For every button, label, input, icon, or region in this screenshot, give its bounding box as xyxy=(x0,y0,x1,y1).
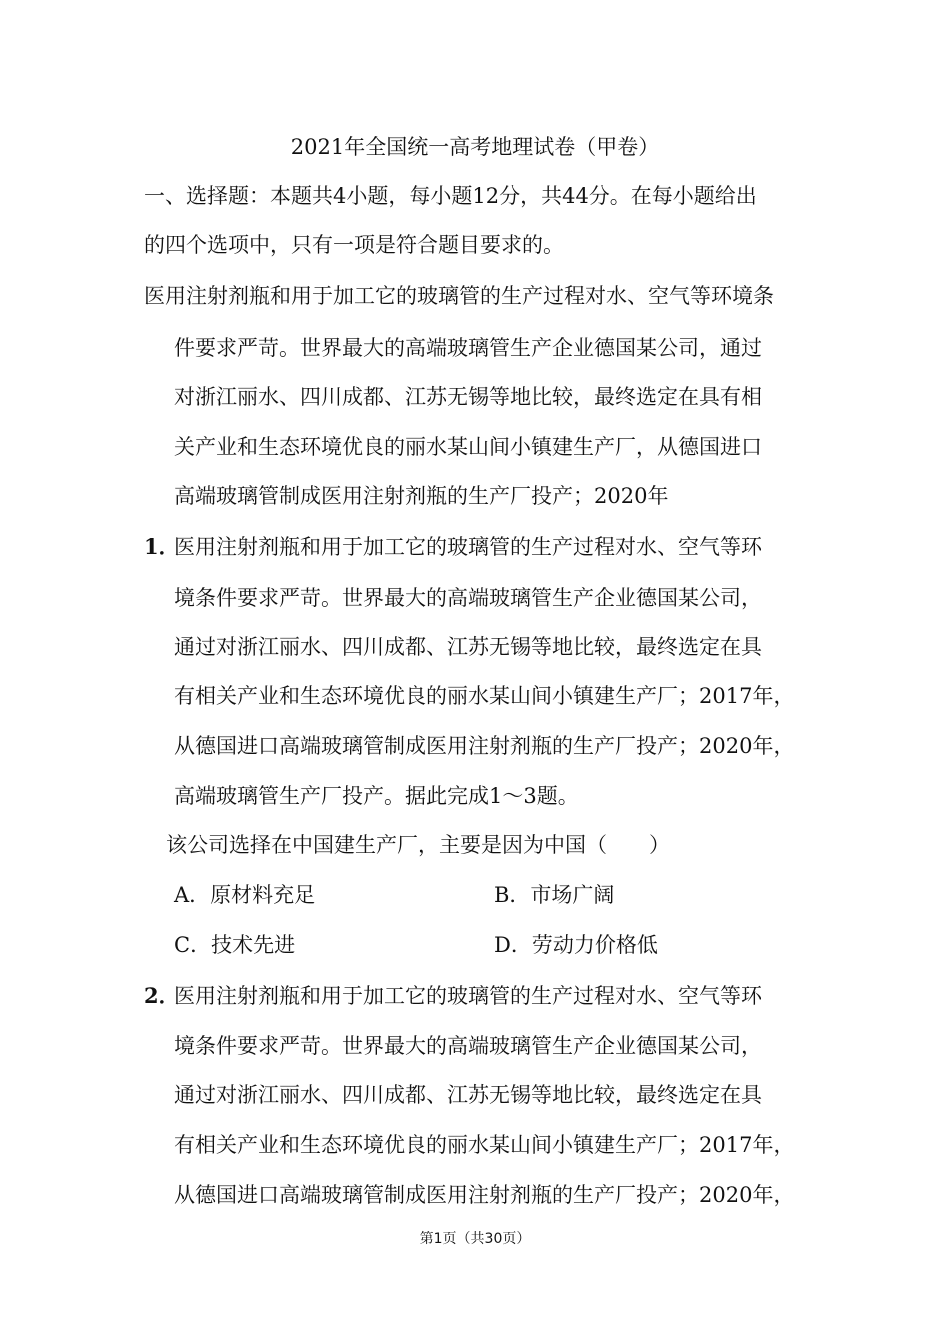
question-1-line-4: 有相关产业和生态环境优良的丽水某山间小镇建生产厂；2017年， xyxy=(174,684,795,708)
question-2-line-5: 从德国进口高端玻璃管制成医用注射剂瓶的生产厂投产；2020年， xyxy=(174,1183,795,1207)
passage-line-5: 高端玻璃管制成医用注射剂瓶的生产厂投产；2020年 xyxy=(174,484,669,508)
question-1-option-c: C．技术先进 xyxy=(174,933,296,957)
question-1-line-5: 从德国进口高端玻璃管制成医用注射剂瓶的生产厂投产；2020年， xyxy=(174,734,795,758)
question-1-line-3: 通过对浙江丽水、四川成都、江苏无锡等地比较，最终选定在具 xyxy=(174,635,762,659)
question-2-line-3: 通过对浙江丽水、四川成都、江苏无锡等地比较，最终选定在具 xyxy=(174,1083,762,1107)
section-heading-line-1: 一、选择题：本题共4小题，每小题12分，共44分。在每小题给出 xyxy=(144,184,757,208)
passage-line-4: 关产业和生态环境优良的丽水某山间小镇建生产厂，从德国进口 xyxy=(174,435,762,459)
passage-line-2: 件要求严苛。世界最大的高端玻璃管生产企业德国某公司，通过 xyxy=(174,336,762,360)
page-title: 2021年全国统一高考地理试卷（甲卷） xyxy=(290,135,660,159)
question-1-option-a: A．原材料充足 xyxy=(174,883,316,907)
passage-line-3: 对浙江丽水、四川成都、江苏无锡等地比较，最终选定在具有相 xyxy=(174,385,762,409)
section-heading-line-2: 的四个选项中，只有一项是符合题目要求的。 xyxy=(144,233,564,257)
question-1-option-b: B．市场广阔 xyxy=(494,883,615,907)
question-2-number: 2． xyxy=(144,983,180,1008)
question-1-line-6: 高端玻璃管生产厂投产。据此完成1～3题。 xyxy=(174,784,579,808)
question-1-number: 1． xyxy=(144,534,180,559)
question-1-line-1: 医用注射剂瓶和用于加工它的玻璃管的生产过程对水、空气等环 xyxy=(174,535,762,559)
page-footer: 第1页（共30页） xyxy=(419,1231,531,1247)
question-2-line-2: 境条件要求严苛。世界最大的高端玻璃管生产企业德国某公司， xyxy=(174,1034,762,1058)
question-2-line-1: 医用注射剂瓶和用于加工它的玻璃管的生产过程对水、空气等环 xyxy=(174,984,762,1008)
question-1-line-2: 境条件要求严苛。世界最大的高端玻璃管生产企业德国某公司， xyxy=(174,586,762,610)
question-1-option-d: D．劳动力价格低 xyxy=(494,933,658,957)
passage-line-1: 医用注射剂瓶和用于加工它的玻璃管的生产过程对水、空气等环境条 xyxy=(144,284,774,308)
question-2-line-4: 有相关产业和生态环境优良的丽水某山间小镇建生产厂；2017年， xyxy=(174,1133,795,1157)
question-1-stem: 该公司选择在中国建生产厂，主要是因为中国（ ） xyxy=(166,833,670,857)
